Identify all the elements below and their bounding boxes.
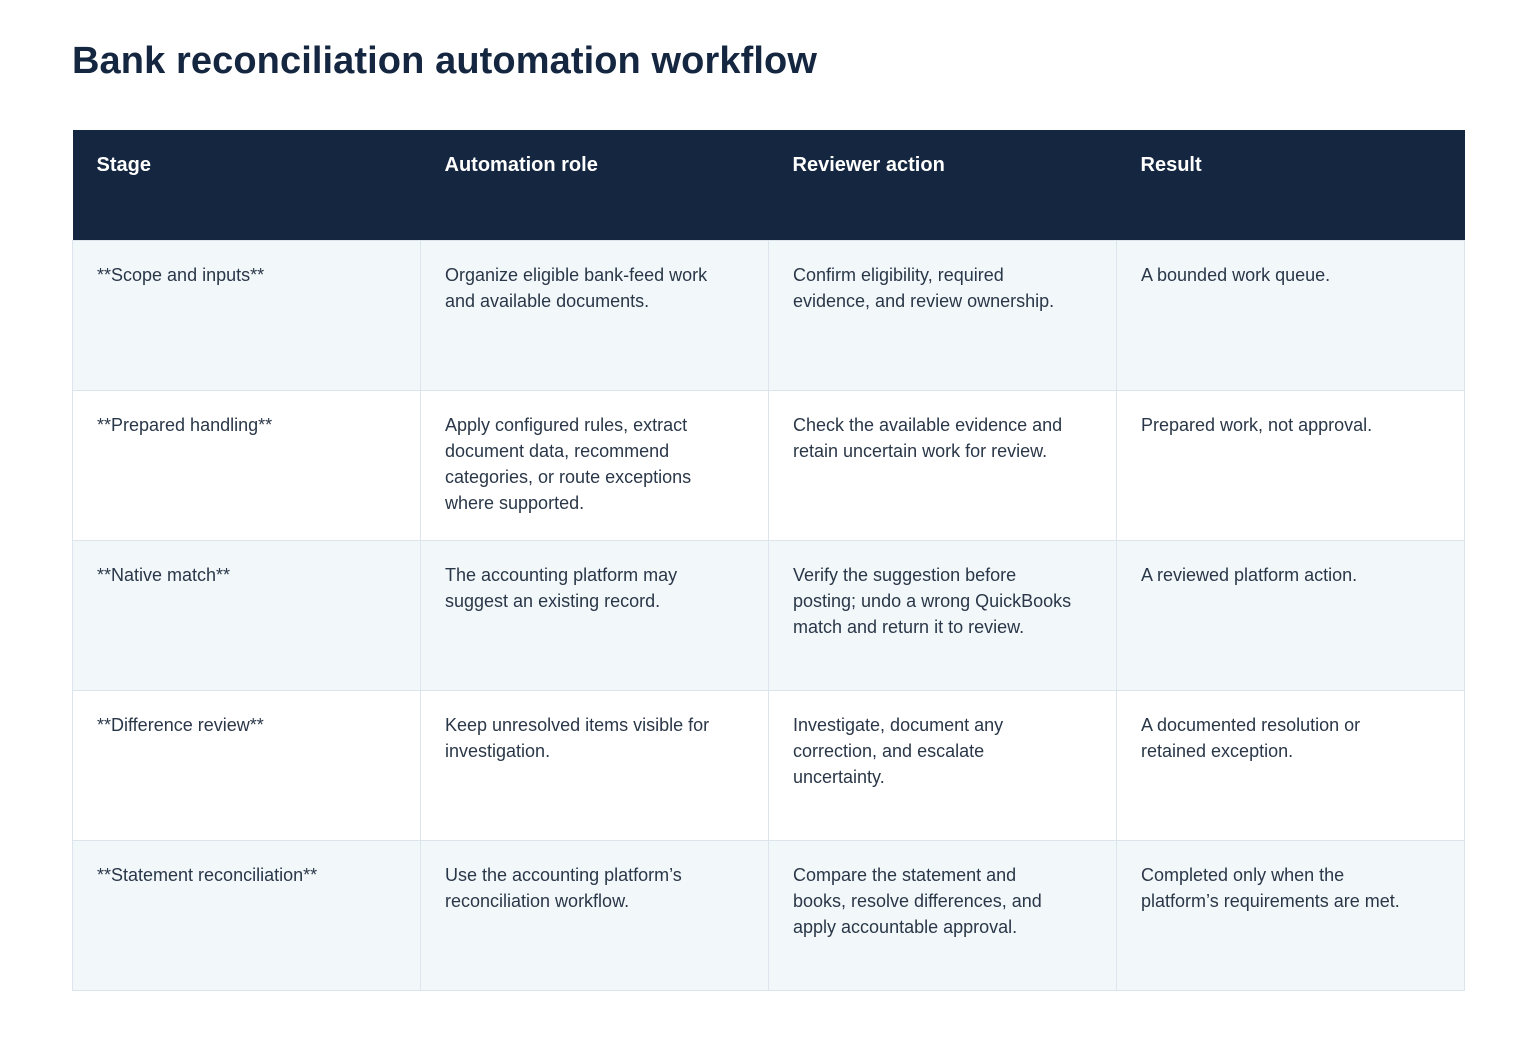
result-text: A bounded work queue. [1141,264,1331,285]
header-row [73,130,1465,240]
stage-cell [73,840,421,990]
page-title: Bank reconciliation automation workflow [72,40,817,82]
reviewer-action-text: Investigate, document any correction, and escalate uncertainty. [793,714,1004,787]
reviewer-action-cell [769,390,1117,540]
automation-role-text: The accounting platform may suggest an existing record. [445,564,678,611]
workflow-table [72,130,1465,991]
result-cell [1117,240,1465,390]
result-text: Completed only when the platform’s requirements are met. [1141,864,1400,911]
table-row [73,840,1465,990]
reviewer-action-text: Compare the statement and books, resolve differences, and apply accountable approval. [793,864,1042,937]
automation-role-cell [421,390,769,540]
table-row [73,690,1465,840]
automation-role-text: Organize eligible bank-feed work and available documents. [445,264,708,311]
automation-role-cell [421,690,769,840]
reviewer-action-cell [769,690,1117,840]
result-cell [1117,840,1465,990]
stage-text: **Statement reconciliation** [97,864,318,885]
stage-cell [73,390,421,540]
result-text: Prepared work, not approval. [1141,414,1373,435]
automation-role-cell [421,840,769,990]
stage-cell [73,690,421,840]
result-text: A documented resolution or retained exception. [1141,714,1361,761]
reviewer-action-cell [769,540,1117,690]
stage-cell [73,540,421,690]
column-header-automation-role: Automation role [421,130,769,240]
result-text: A reviewed platform action. [1141,564,1358,585]
automation-role-cell [421,540,769,690]
result-cell [1117,390,1465,540]
result-cell [1117,690,1465,840]
result-cell [1117,540,1465,690]
automation-role-text: Use the accounting platform’s reconciliation workflow. [445,864,682,911]
table-header [73,130,1465,240]
table-row [73,240,1465,390]
reviewer-action-cell [769,840,1117,990]
reviewer-action-text: Confirm eligibility, required evidence, and review ownership. [793,264,1055,311]
table-body [73,240,1465,990]
column-header-stage: Stage [73,130,421,240]
table-row [73,540,1465,690]
stage-text: **Native match** [97,564,231,585]
stage-text: **Prepared handling** [97,414,273,435]
stage-text: **Difference review** [97,714,264,735]
automation-role-text: Keep unresolved items visible for investigation. [445,714,710,761]
reviewer-action-text: Check the available evidence and retain uncertain work for review. [793,414,1063,461]
stage-cell [73,240,421,390]
automation-role-cell [421,240,769,390]
column-header-reviewer-action: Reviewer action [769,130,1117,240]
reviewer-action-cell [769,240,1117,390]
automation-role-text: Apply configured rules, extract document data, recommend categories, or route exceptions where supported. [445,414,692,513]
reviewer-action-text: Verify the suggestion before posting; undo a wrong QuickBooks match and return it to review. [793,564,1072,637]
column-header-result: Result [1117,130,1465,240]
stage-text: **Scope and inputs** [97,264,265,285]
table-row [73,390,1465,540]
